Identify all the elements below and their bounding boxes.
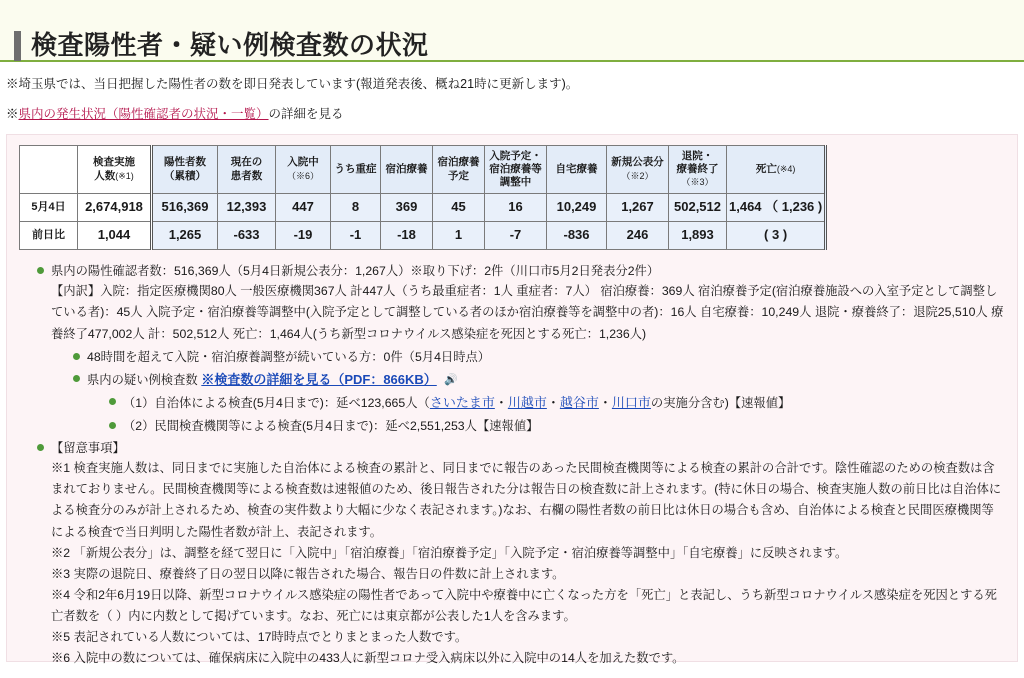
table-row [20,222,826,250]
col-header-1: 陽性者数 （累積） [152,146,218,194]
cell-r0c7: 16 [485,194,547,222]
link-kawaguchi-city[interactable]: 川口市 [611,395,651,411]
cell-r1c1: 1,265 [152,222,218,250]
summary-list [19,261,1005,670]
link-saitama-city[interactable]: さいたま市 [429,395,495,411]
cell-r1c7: -7 [485,222,547,250]
cell-r0c6: 45 [433,194,485,222]
list-item-notes [37,438,1005,670]
cell-r1c8: -836 [547,222,607,250]
cell-r1c5: -18 [381,222,433,250]
note-4: ※4 令和2年6月19日以降、新型コロナウイルス感染症の陽性者であって入院中や療養中に亡くなった方を「死亡」と表記し、うち新型コロナウイルス感染症を死因とする死亡者数を（ ）内に内数として掲げています。なお、死亡には東京都が公表した1人を含みます。 [51,587,997,624]
speaker-icon[interactable]: 🔊 [444,373,459,386]
cell-r0c1: 516,369 [152,194,218,222]
list-item-private-tests [109,416,1005,436]
col-header-11: 死亡(※4) [727,146,826,194]
col-header-0: 検査実施 人数(※1) [78,146,152,194]
notes-title: 【留意事項】 [51,440,125,455]
cell-r1c9: 246 [607,222,669,250]
sep-1: ・ [494,395,508,411]
col-header-4: うち重症 [331,146,381,194]
note-2: ※2 「新規公表分」は、調整を経て翌日に「入院中」「宿泊療養」「宿泊療養予定」「入院予定・宿泊療養等調整中」「自宅療養」に反映されます。 [51,545,848,560]
cell-r0c11: 1,464 （ 1,236 ) [727,194,826,222]
notice-link-prefix: ※ [6,107,19,121]
title-bar-icon [14,31,21,61]
col-header-3: 入院中 （※6） [276,146,331,194]
stats-table-wrap [19,145,827,250]
link-koshigaya-city[interactable]: 越谷市 [559,395,599,411]
cell-r0c5: 369 [381,194,433,222]
cell-r1c11: ( 3 ) [727,222,826,250]
prefecture-status-link[interactable]: 県内の発生状況（陽性確認者の状況・一覧） [18,107,269,121]
sub-list-1 [51,347,1005,436]
municipal-tests-text: （1）自治体による検査(5月4日まで)：延べ123,665人（ [123,396,430,411]
link-kawagoe-city[interactable]: 川越市 [507,395,547,411]
table-corner-cell [20,146,78,194]
cell-r0c9: 1,267 [607,194,669,222]
list-item-positive-count [37,261,1005,436]
positive-count-text: 県内の陽性確認者数：516,369人（5月4日新規公表分：1,267人）※取り下げ：2件（川口市5月2日発表分2件） [51,264,660,278]
col-header-6: 宿泊療養 予定 [433,146,485,194]
municipal-tests-tail: の実施分含む)【速報値】 [650,396,791,411]
stats-table [19,145,827,250]
col-header-5: 宿泊療養 [381,146,433,194]
table-row [20,194,826,222]
sep-2: ・ [546,395,560,411]
sep-3: ・ [598,395,612,411]
note-3: ※3 実際の退院日、療養終了日の翌日以降に報告された場合、報告日の件数に計上されます。 [51,566,565,581]
suspected-tests-label: 県内の疑い例検査数 [87,372,198,387]
test-detail-pdf-link[interactable]: ※検査数の詳細を見る（PDF：866KB） [201,371,437,387]
sub-list-2 [87,392,1005,436]
col-header-8: 自宅療養 [547,146,607,194]
cell-r1c3: -19 [276,222,331,250]
col-header-2: 現在の 患者数 [218,146,276,194]
page-title: 検査陽性者・疑い例検査数の状況 [31,30,429,61]
adjustment-text: 48時間を超えて入院・宿泊療養調整が続いている方：0件（5月4日時点） [87,349,491,364]
col-header-10: 退院・ 療養終了 （※3） [669,146,727,194]
stats-header-row [20,146,826,194]
notice-line-1: ※埼玉県では、当日把握した陽性者の数を即日発表しています(報道発表後、概ね21時に更新します)。 [6,77,579,91]
title-band [0,0,1024,62]
cell-r0c2: 12,393 [218,194,276,222]
row-header-0: 5月4日 [20,194,78,222]
cell-r1c2: -633 [218,222,276,250]
list-item-municipal-tests [109,392,1005,413]
cell-r0c10: 502,512 [669,194,727,222]
notice-line-2 [6,104,1014,122]
list-item-adjustment [73,347,1005,367]
note-6: ※6 入院中の数については、確保病床に入院中の433人に新型コロナ受入病床以外に入院中の14人を加えた数です。 [51,651,685,666]
cell-r0c0: 2,674,918 [78,194,152,222]
cell-r1c0: 1,044 [78,222,152,250]
title-row [14,14,1024,77]
breakdown-body: 【内訳】入院：指定医療機関80人 一般医療機関367人 計447人（うち最重症者：1人 重症者：7人） 宿泊療養：369人 宿泊療養予定(宿泊療養施設への入室予定として調整している者)：45人 入院予定・宿泊療養等調整中(入院予定として調整している者のほか宿泊療養等を調整中の者)：16人 自宅療養：10,249人 退院・療養終了：退院25,510人 療養終了477,002人 計：502,512人 死亡：1,464人(うち新型コロナウイルス感染症を死因とする死亡：1,236人) [51,284,1004,341]
private-tests-text: （2）民間検査機関等による検査(5月4日まで)：延べ2,551,253人【速報値】 [123,418,539,433]
cell-r0c3: 447 [276,194,331,222]
cell-r0c4: 8 [331,194,381,222]
cell-r1c4: -1 [331,222,381,250]
col-header-7: 入院予定・ 宿泊療養等 調整中 [485,146,547,194]
cell-r1c6: 1 [433,222,485,250]
row-header-1: 前日比 [20,222,78,250]
note-1: ※1 検査実施人数は、同日までに実施した自治体による検査の累計と、同日までに報告のあった民間検査機関等による検査の累計の合計です。陰性確認のための検査数は含まれておりません。民間検査機関等による検査数は速報値のため、後日報告された分は報告日の検査数に計上されます。(特に休日の場合、検査実施人数の前日比は自治体による検査分のみが計上されるため、検査の実件数より大幅に少なく表記されます。)なお、右欄の陽性者数の前日比は休日の場合も含め、自治体による検査と民間医療機関等による検査で当日判明した陽性者数が計上、表記されます。 [51,461,1002,539]
cell-r0c8: 10,249 [547,194,607,222]
cell-r1c10: 1,893 [669,222,727,250]
list-item-suspected-tests [73,369,1005,436]
col-header-9: 新規公表分 （※2） [607,146,669,194]
note-5: ※5 表記されている人数については、17時時点でとりまとまった人数です。 [51,630,468,645]
main-panel [6,134,1018,666]
notice-link-suffix: の詳細を見る [268,107,344,121]
breakdown-text [51,281,1005,344]
